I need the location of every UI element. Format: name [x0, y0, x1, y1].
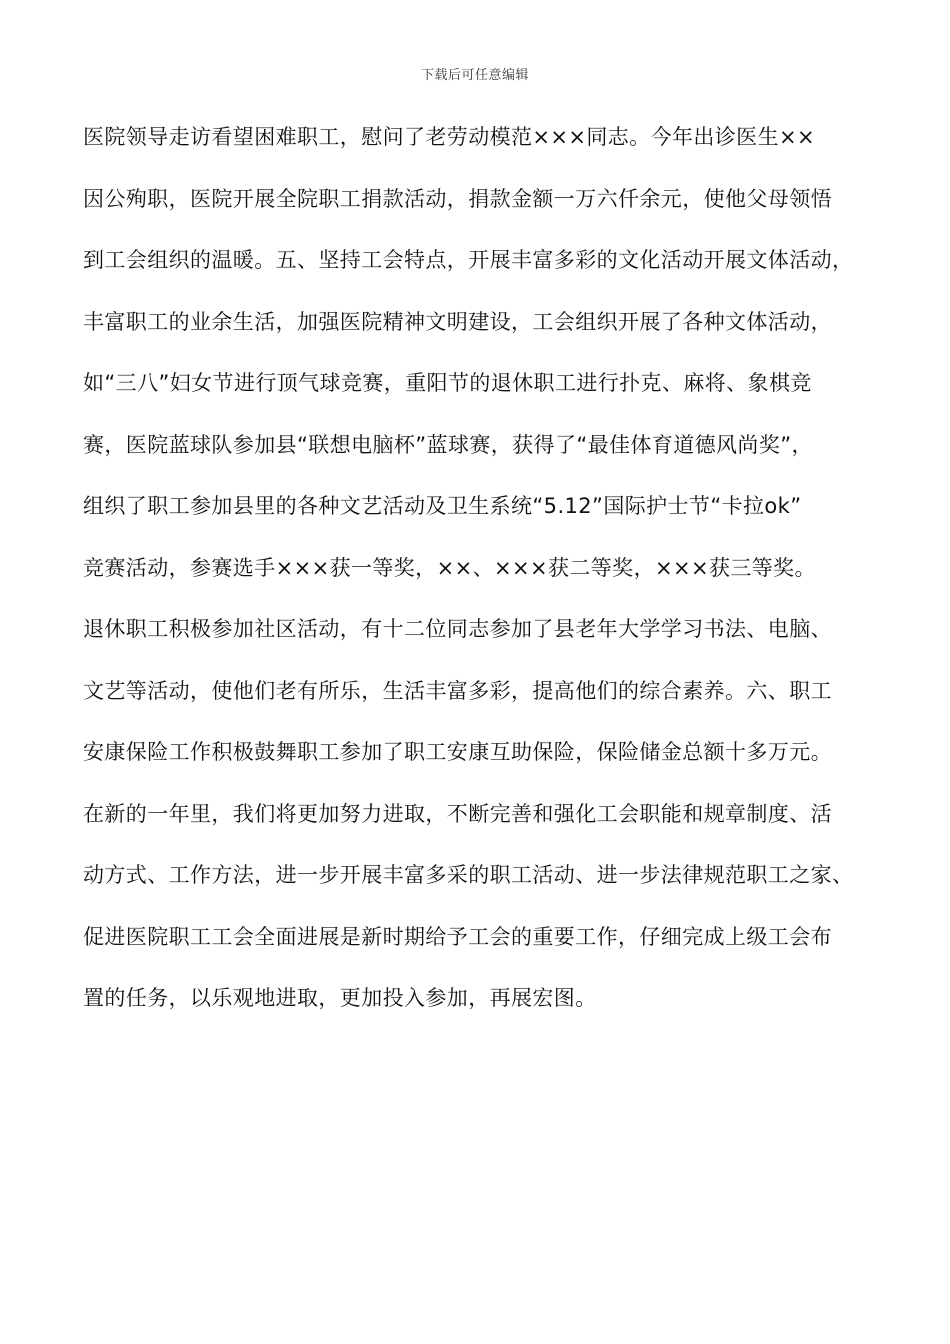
text-line: 到工会组织的温暖。五、坚持工会特点，开展丰富多彩的文化活动开展文体活动， — [83, 248, 854, 272]
text-line: 组织了职工参加县里的各种文艺活动及卫生系统“5.12”国际护士节“卡拉ok” — [83, 494, 802, 518]
text-line: 促进医院职工工会全面进展是新时期给予工会的重要工作，仔细完成上级工会布 — [83, 924, 832, 949]
text-line: 医院领导走访看望困难职工，慰问了老劳动模范×××同志。今年出诊医生×× — [83, 125, 815, 149]
text-line: 退休职工积极参加社区活动，有十二位同志参加了县老年大学学习书法、电脑、 — [83, 617, 832, 641]
text-line: 竞赛活动，参赛选手×××获一等奖，××、×××获二等奖，×××获三等奖。 — [83, 555, 816, 580]
text-line: 如“三八”妇女节进行顶气球竞赛，重阳节的退休职工进行扑克、麻将、象棋竞 — [83, 371, 812, 395]
text-line: 置的任务，以乐观地进取，更加投入参加，再展宏图。 — [83, 986, 597, 1010]
text-line: 动方式、工作方法，进一步开展丰富多采的职工活动、进一步法律规范职工之家、 — [83, 863, 854, 887]
text-line: 赛，医院蓝球队参加县“联想电脑杯”蓝球赛，获得了“最佳体育道德风尚奖”， — [83, 432, 813, 457]
text-line: 因公殉职，医院开展全院职工捐款活动，捐款金额一万六仟余元，使他父母领悟 — [83, 186, 832, 211]
text-line: 文艺等活动，使他们老有所乐，生活丰富多彩，提高他们的综合素养。六、职工 — [83, 678, 832, 703]
text-line: 安康保险工作积极鼓舞职工参加了职工安康互助保险，保险储金总额十多万元。 — [83, 740, 832, 764]
text-line: 在新的一年里，我们将更加努力进取，不断完善和强化工会职能和规章制度、活 — [83, 801, 832, 826]
text-line: 丰富职工的业余生活，加强医院精神文明建设，工会组织开展了各种文体活动， — [83, 309, 832, 334]
document-body — [83, 116, 883, 1039]
page-header: 下载后可任意编辑 — [420, 68, 529, 83]
